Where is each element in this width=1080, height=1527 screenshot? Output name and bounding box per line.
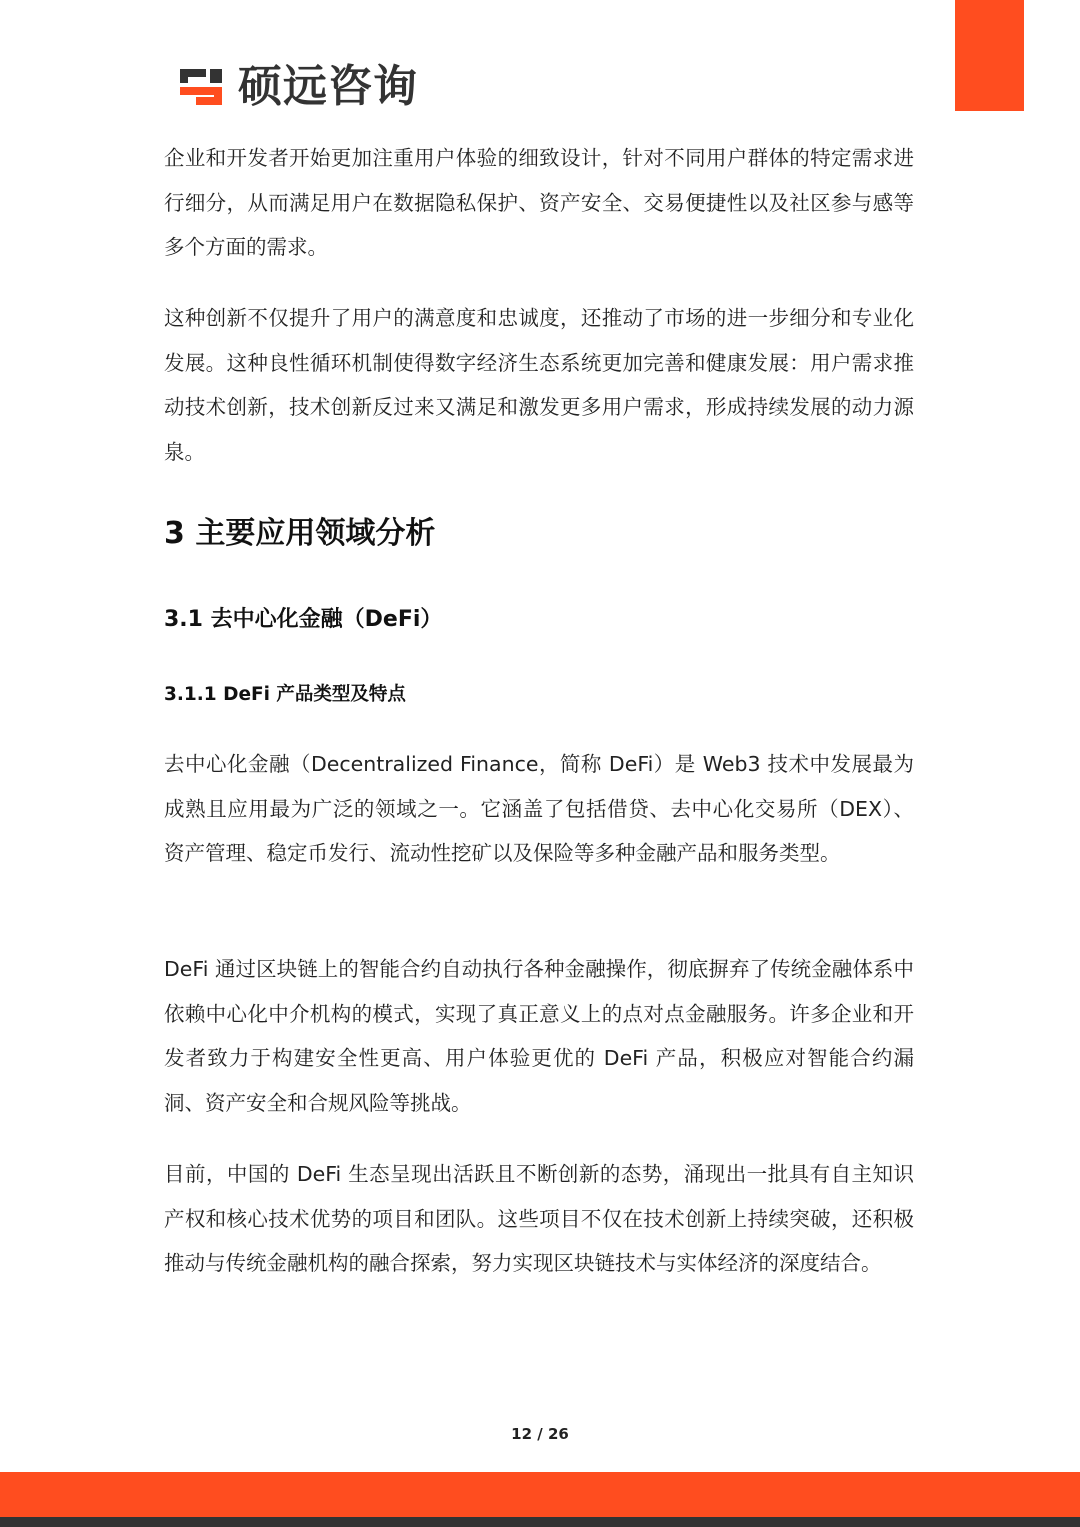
paragraph-user-experience: 企业和开发者开始更加注重用户体验的细致设计，针对不同用户群体的特定需求进行细分，从而满足用户在数据隐私保护、资产安全、交易便捷性以及社区参与感等多个方面的需求。 bbox=[164, 146, 914, 260]
subsubsection-heading: 3.1.1 DeFi 产品类型及特点 bbox=[164, 684, 406, 705]
paragraph-defi-definition: 去中心化金融（Decentralized Finance，简称 DeFi）是 Web3 技术中发展最为成熟且应用最为广泛的领域之一。它涵盖了包括借贷、去中心化交易所（DEX）、资产管理、稳定币发行、流动性挖矿以及保险等多种金融产品和服务类型。 bbox=[164, 752, 914, 866]
paragraph-defi-china: 目前，中国的 DeFi 生态呈现出活跃且不断创新的态势，涌现出一批具有自主知识产权和核心技术优势的项目和团队。这些项目不仅在技术创新上持续突破，还积极推动与传统金融机构的融合探索，努力实现区块链技术与实体经济的深度结合。 bbox=[164, 1162, 914, 1276]
corner-accent-tab bbox=[955, 0, 1024, 111]
brand-name: 硕远咨询 bbox=[238, 61, 418, 112]
section-heading: 3 主要应用领域分析 bbox=[164, 516, 436, 551]
brand-logo bbox=[176, 62, 418, 112]
paragraph-innovation-cycle: 这种创新不仅提升了用户的满意度和忠诚度，还推动了市场的进一步细分和专业化发展。这种良性循环机制使得数字经济生态系统更加完善和健康发展：用户需求推动技术创新，技术创新反过来又满足和激发更多用户需求，形成持续发展的动力源泉。 bbox=[164, 306, 914, 465]
footer-dark-strip bbox=[0, 1517, 1080, 1527]
brand-logo-icon bbox=[176, 65, 226, 109]
footer-accent-bar bbox=[0, 1472, 1080, 1517]
paragraph-defi-smart-contracts: DeFi 通过区块链上的智能合约自动执行各种金融操作，彻底摒弃了传统金融体系中依赖中心化中介机构的模式，实现了真正意义上的点对点金融服务。许多企业和开发者致力于构建安全性更高、用户体验更优的 DeFi 产品，积极应对智能合约漏洞、资产安全和合规风险等挑战。 bbox=[164, 957, 914, 1116]
page-number: 12 / 26 bbox=[511, 1425, 569, 1443]
subsection-heading: 3.1 去中心化金融（DeFi） bbox=[164, 607, 443, 632]
